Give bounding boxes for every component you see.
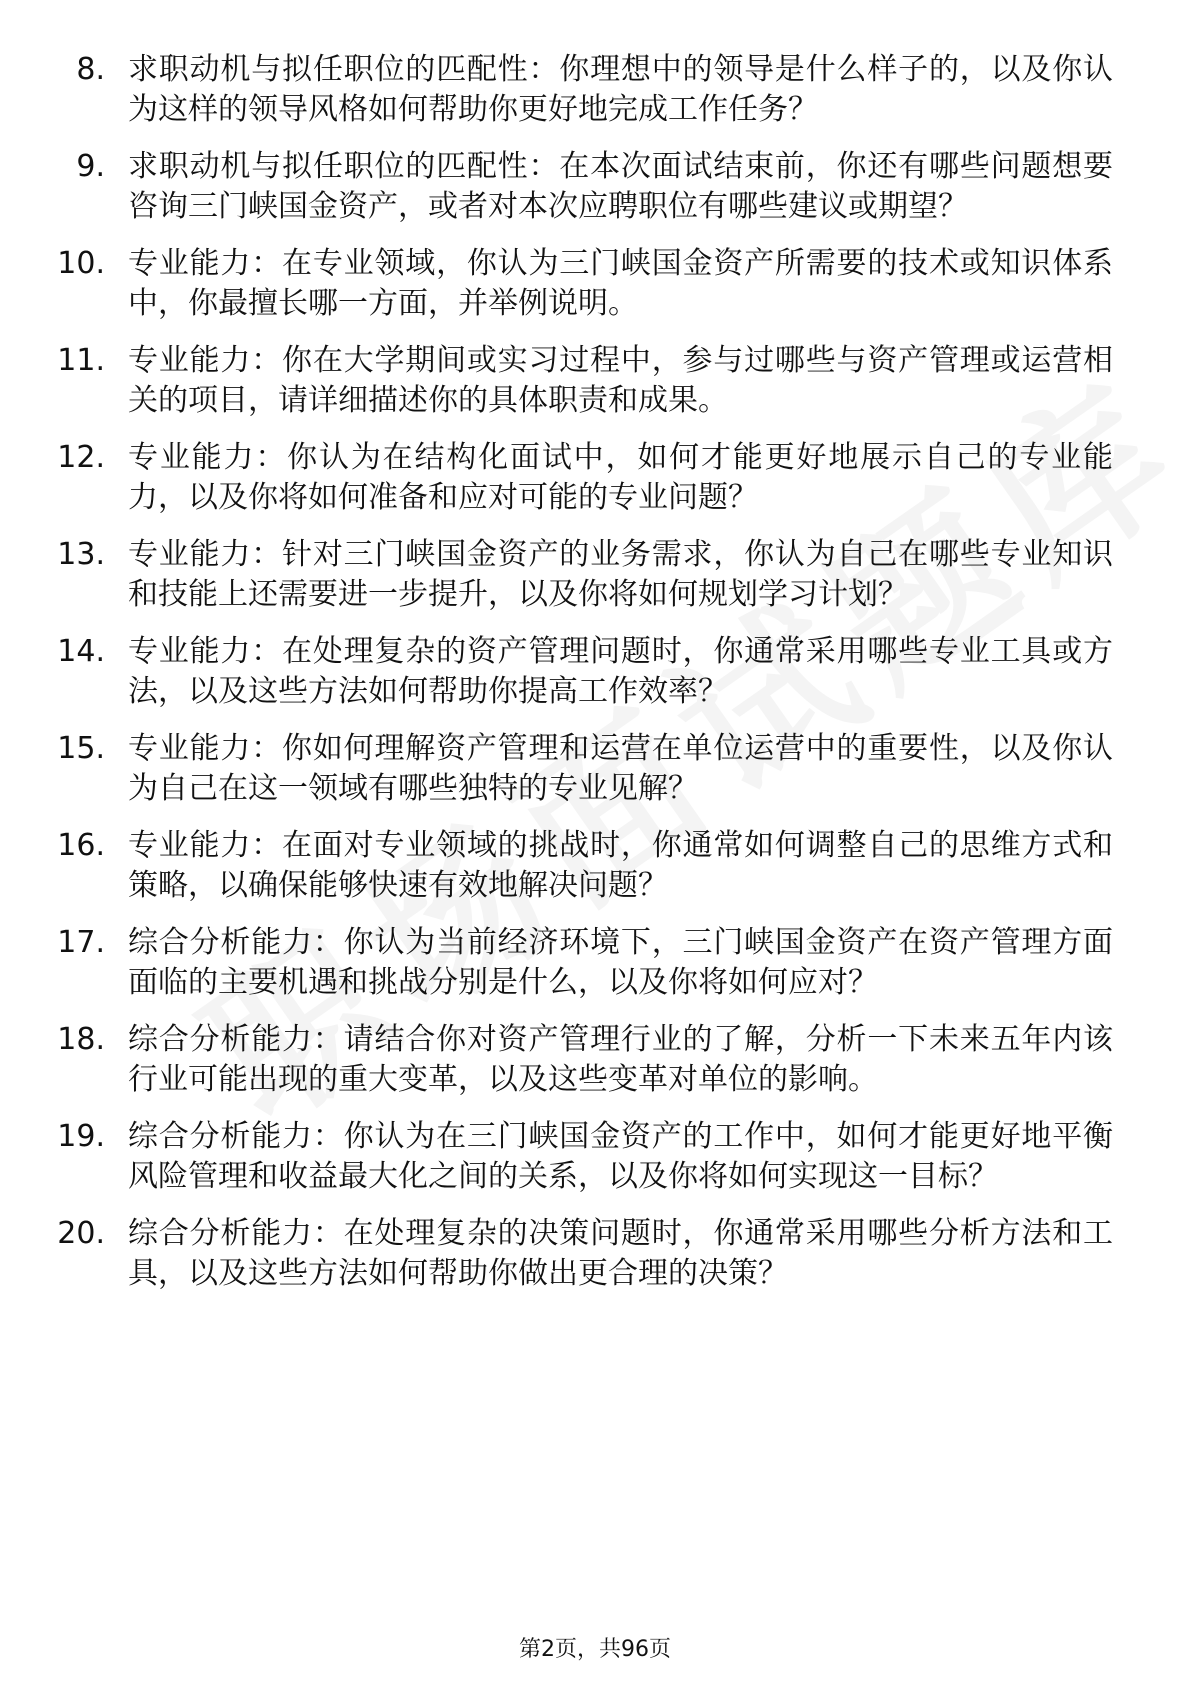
question-number: 8. bbox=[76, 52, 105, 87]
question-number: 14. bbox=[57, 634, 105, 669]
question-item bbox=[0, 826, 1190, 906]
question-text: 求职动机与拟任职位的匹配性：你理想中的领导是什么样子的，以及你认为这样的领导风格如何帮助你更好地完成工作任务？ bbox=[128, 52, 1113, 127]
question-item bbox=[0, 147, 1190, 227]
question-text: 专业能力：你在大学期间或实习过程中，参与过哪些与资产管理或运营相关的项目，请详细描述你的具体职责和成果。 bbox=[128, 343, 1113, 418]
question-text: 专业能力：在专业领域，你认为三门峡国金资产所需要的技术或知识体系中，你最擅长哪一方面，并举例说明。 bbox=[128, 246, 1113, 321]
question-item bbox=[0, 632, 1190, 712]
question-number: 10. bbox=[57, 246, 105, 281]
question-item bbox=[0, 1020, 1190, 1100]
question-item bbox=[0, 1117, 1190, 1197]
question-item bbox=[0, 729, 1190, 809]
question-number: 17. bbox=[57, 925, 105, 960]
question-number: 20. bbox=[57, 1216, 105, 1251]
question-number: 12. bbox=[57, 440, 105, 475]
question-text: 专业能力：你认为在结构化面试中，如何才能更好地展示自己的专业能力，以及你将如何准备和应对可能的专业问题？ bbox=[128, 440, 1113, 515]
question-item bbox=[0, 923, 1190, 1003]
page-footer: 第2页，共96页 bbox=[519, 1637, 671, 1662]
question-number: 11. bbox=[57, 343, 105, 378]
question-number: 13. bbox=[57, 537, 105, 572]
question-number: 9. bbox=[76, 149, 105, 184]
question-number: 16. bbox=[57, 828, 105, 863]
question-item bbox=[0, 535, 1190, 615]
question-text: 专业能力：针对三门峡国金资产的业务需求，你认为自己在哪些专业知识和技能上还需要进一步提升，以及你将如何规划学习计划？ bbox=[128, 537, 1113, 612]
question-text: 综合分析能力：请结合你对资产管理行业的了解，分析一下未来五年内该行业可能出现的重大变革，以及这些变革对单位的影响。 bbox=[128, 1022, 1113, 1097]
question-text: 综合分析能力：在处理复杂的决策问题时，你通常采用哪些分析方法和工具，以及这些方法如何帮助你做出更合理的决策？ bbox=[128, 1216, 1113, 1291]
question-number: 18. bbox=[57, 1022, 105, 1057]
question-text: 综合分析能力：你认为在三门峡国金资产的工作中，如何才能更好地平衡风险管理和收益最大化之间的关系，以及你将如何实现这一目标？ bbox=[128, 1119, 1113, 1194]
question-item bbox=[0, 50, 1190, 130]
question-text: 专业能力：在面对专业领域的挑战时，你通常如何调整自己的思维方式和策略，以确保能够快速有效地解决问题？ bbox=[128, 828, 1113, 903]
question-item bbox=[0, 438, 1190, 518]
question-item bbox=[0, 1214, 1190, 1294]
question-item bbox=[0, 341, 1190, 421]
question-item bbox=[0, 244, 1190, 324]
question-text: 专业能力：在处理复杂的资产管理问题时，你通常采用哪些专业工具或方法，以及这些方法如何帮助你提高工作效率？ bbox=[128, 634, 1113, 709]
question-text: 综合分析能力：你认为当前经济环境下，三门峡国金资产在资产管理方面面临的主要机遇和挑战分别是什么，以及你将如何应对？ bbox=[128, 925, 1113, 1000]
question-text: 专业能力：你如何理解资产管理和运营在单位运营中的重要性，以及你认为自己在这一领域有哪些独特的专业见解？ bbox=[128, 731, 1113, 806]
question-text: 求职动机与拟任职位的匹配性：在本次面试结束前，你还有哪些问题想要咨询三门峡国金资产，或者对本次应聘职位有哪些建议或期望？ bbox=[128, 149, 1113, 224]
question-number: 15. bbox=[57, 731, 105, 766]
question-list bbox=[0, 50, 1190, 1311]
question-number: 19. bbox=[57, 1119, 105, 1154]
